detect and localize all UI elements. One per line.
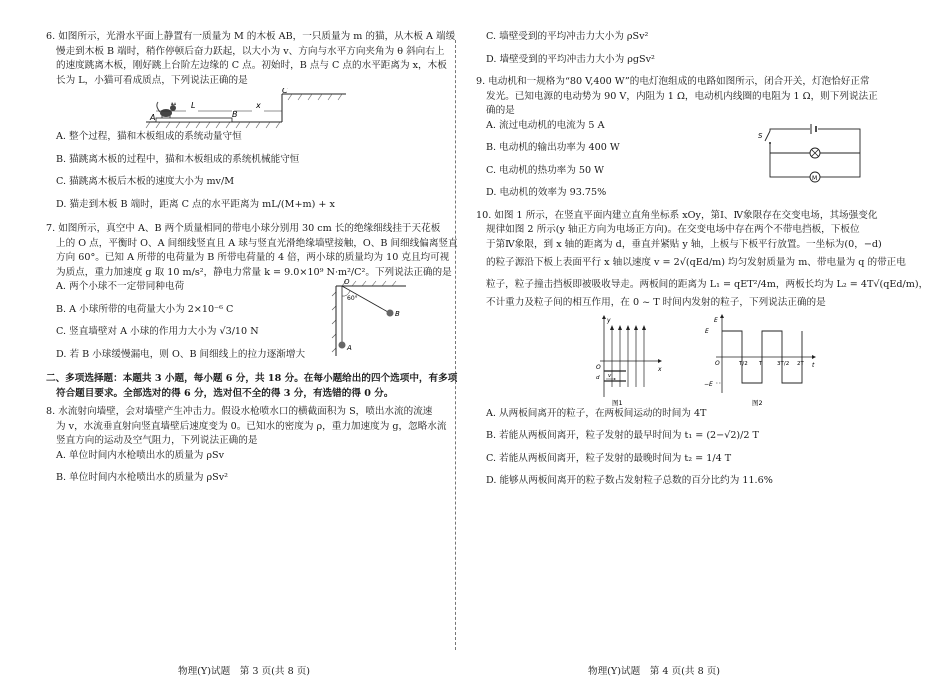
wooden-board bbox=[156, 118, 232, 122]
q10-stem-line: 的粒子源沿下板上表面平行 x 轴以速度 v = 2√(qEd/m) 均匀发射质量为 m、带电量为 q 的带正电 bbox=[486, 257, 906, 268]
q8-option-b: B. 单位时间内水枪喷出水的质量为 ρSv² bbox=[56, 472, 228, 483]
q8-option-c: C. 墙壁受到的平均冲击力大小为 ρSv² bbox=[486, 31, 649, 42]
tick-label: 3T/2 bbox=[777, 360, 790, 367]
q9-option-b: B. 电动机的输出功率为 400 W bbox=[486, 142, 620, 153]
label-B: B bbox=[395, 310, 400, 318]
page-footer-right: 物理(Y)试题 第 4 页(共 8 页) bbox=[588, 666, 721, 677]
question-9 bbox=[476, 75, 896, 201]
q10-stem-line: 粒子，粒子撞击挡板即被吸收导走。两板间的距离为 L₁ = qET²/4m，两板长均为 L₂ = 4T√(qEd/m)， bbox=[486, 279, 929, 290]
q10-figures bbox=[476, 311, 896, 407]
q10-stem-line: 10. 如图 1 所示，在竖直平面内建立直角坐标系 xOy，第Ⅰ、Ⅳ象限存在交变电场，其场强变化 bbox=[476, 209, 878, 221]
q6-option-d: D. 猫走到木板 B 端时，距离 C 点的水平距离为 mL/(M+m) + x bbox=[56, 198, 335, 210]
motor-label: M bbox=[812, 175, 818, 182]
q10-stem-line: 不计重力及粒子间的相互作用，在 0 ~ T 时间内发射的粒子，下列说法正确的是 bbox=[486, 297, 826, 308]
axis-E-label: E bbox=[714, 316, 718, 324]
neg-e-level-label: −E bbox=[704, 380, 713, 388]
label-A: A bbox=[347, 344, 352, 352]
switch-label: S bbox=[758, 132, 763, 140]
label-B: B bbox=[232, 110, 238, 119]
q6-stem-line: 6. 如图所示，光滑水平面上静置有一质量为 M 的木板 AB，一只质量为 m 的猫，从木板 A 端缓 bbox=[46, 31, 456, 42]
section-2-heading bbox=[46, 372, 458, 401]
origin-label: O bbox=[715, 359, 720, 367]
q10-option-b: B. 若能从两板间离开，粒子发射的最早时间为 t₁ = (2−√2)/2 T bbox=[486, 430, 759, 441]
label-x: x bbox=[256, 101, 261, 110]
origin-label: O bbox=[596, 363, 601, 371]
q8-stem-line: 竖直方向的运动及空气阻力，下列说法正确的是 bbox=[56, 435, 258, 446]
q6-option-a: A. 整个过程，猫和木板组成的系统动量守恒 bbox=[56, 131, 242, 142]
velocity-label: v bbox=[608, 372, 612, 379]
tick-label: 2T bbox=[797, 360, 804, 367]
tick-label: T/2 bbox=[739, 360, 748, 367]
q7-stem-line: 7. 如图所示，真空中 A、B 两个质量相同的带电小球分别用 30 cm 长的绝缘细线挂于天花板 bbox=[46, 223, 441, 234]
figure-1-caption: 图1 bbox=[612, 398, 623, 407]
q9-option-c: C. 电动机的热功率为 50 W bbox=[486, 164, 605, 176]
q10-stem-line: 于第Ⅳ象限，到 x 轴的距离为 d，垂直并紧贴 y 轴，上板与下板平行放置。一坐标为(0，−d) bbox=[486, 238, 882, 250]
sphere-b bbox=[387, 310, 394, 317]
q9-stem-line: 发光。已知电源的电动势为 90 V，内阻为 1 Ω，电动机内线圈的电阻为 1 Ω，则下列说法正 bbox=[486, 90, 878, 102]
charged-spheres-diagram bbox=[330, 278, 410, 358]
figure-1-coordinate-system bbox=[586, 313, 664, 407]
left-page bbox=[46, 30, 458, 486]
label-L: L bbox=[191, 101, 196, 110]
figure-2-caption: 图2 bbox=[752, 398, 763, 407]
sphere-a bbox=[339, 342, 346, 349]
axis-x-label: x bbox=[658, 365, 662, 373]
q9-stem-line: 9. 电动机和一规格为“80 V,400 W”的电灯泡组成的电路如图所示，闭合开关，灯泡恰好正常 bbox=[476, 76, 870, 87]
circuit-diagram bbox=[758, 123, 868, 183]
q7-option-d: D. 若 B 小球缓慢漏电，则 O、B 间细线上的拉力逐渐增大 bbox=[56, 348, 306, 360]
angle-label: 60° bbox=[347, 295, 358, 302]
section-2-line: 符合题目要求。全部选对的得 6 分，选对但不全的得 3 分，有选错的得 0 分。 bbox=[56, 387, 394, 399]
q7-option-b: B. A 小球所带的电荷量大小为 2×10⁻⁶ C bbox=[56, 303, 234, 315]
q7-stem-line: 为质点，重力加速度 g 取 10 m/s²，静电力常量 k = 9.0×10⁹ N·m²/C²。下列说法正确的是 bbox=[56, 266, 452, 278]
e-level-label: E bbox=[705, 327, 709, 335]
q6-figure bbox=[46, 88, 446, 130]
q10-option-a: A. 从两板间离开的粒子，在两板间运动的时间为 4T bbox=[486, 407, 707, 419]
cat-icon bbox=[157, 102, 176, 118]
axis-y-label: y bbox=[607, 316, 611, 324]
axis-t-label: t bbox=[812, 361, 815, 369]
tick-label: T bbox=[759, 360, 763, 367]
q6-stem-line: 的速度跳离木板，刚好跳上台阶左边缘的 C 点。初始时，B 点与 C 点的水平距离为 x，木板 bbox=[56, 60, 447, 71]
q8-stem-line: 为 v，水流垂直射向竖直墙壁后速度变为 0。已知水的密度为 ρ，重力加速度为 g，忽略水流 bbox=[56, 420, 447, 432]
label-A: A bbox=[150, 113, 156, 122]
q7-stem-line: 方向 60°。已知 A 所带的电荷量为 B 所带电荷量的 4 倍，两小球的质量均为 10 克且均可视 bbox=[56, 252, 450, 263]
section-2-line: 二、多项选择题：本题共 3 小题，每小题 6 分，共 18 分。在每小题给出的四个选项中，有多项 bbox=[46, 373, 458, 384]
q6-option-b: B. 猫跳离木板的过程中，猫和木板组成的系统机械能守恒 bbox=[56, 153, 300, 165]
page-footer-left: 物理(Y)试题 第 3 页(共 8 页) bbox=[178, 666, 311, 677]
q9-option-a: A. 流过电动机的电流为 5 A bbox=[486, 119, 605, 131]
q7-option-c: C. 竖直墙壁对 A 小球的作用力大小为 √3/10 N bbox=[56, 326, 259, 337]
label-C: C bbox=[282, 88, 288, 95]
question-8 bbox=[46, 405, 446, 486]
q6-stem-line: 慢走到木板 B 端时，稍作停顿后奋力跃起，以大小为 v、方向与水平方向夹角为 θ 斜向右上 bbox=[56, 45, 445, 57]
q10-stem-line: 规律如图 2 所示(y 轴正方向为电场正方向)。在交变电场中存在两个不带电挡板，下板位 bbox=[486, 224, 860, 235]
q7-option-a: A. 两个小球不一定带同种电荷 bbox=[56, 281, 185, 292]
q8-option-d: D. 墙壁受到的平均冲击力大小为 ρgSv² bbox=[486, 53, 655, 65]
right-page bbox=[476, 30, 929, 489]
q8-stem-line: 8. 水流射向墙壁，会对墙壁产生冲击力。假设水枪喷水口的横截面积为 S，喷出水流的流速 bbox=[46, 406, 433, 417]
page-divider bbox=[455, 40, 456, 650]
q8-option-a: A. 单位时间内水枪喷出水的质量为 ρSv bbox=[56, 449, 225, 461]
distance-label: d bbox=[596, 374, 600, 381]
q9-option-d: D. 电动机的效率为 93.75% bbox=[486, 187, 607, 198]
label-O: O bbox=[344, 278, 350, 286]
question-6 bbox=[46, 30, 456, 212]
question-7 bbox=[46, 222, 458, 362]
q9-stem-line: 确的是 bbox=[486, 105, 515, 116]
cat-board-diagram bbox=[46, 88, 446, 130]
q10-option-c: C. 若能从两板间离开，粒子发射的最晚时间为 t₂ = 1/4 T bbox=[486, 452, 732, 464]
q6-option-c: C. 猫跳离木板后木板的速度大小为 mv/M bbox=[56, 176, 235, 187]
q6-stem-line: 长为 L，小猫可看成质点，下列说法正确的是 bbox=[56, 74, 248, 86]
q10-option-d: D. 能够从两板间离开的粒子数占发射粒子总数的百分比约为 11.6% bbox=[486, 475, 773, 486]
question-10 bbox=[476, 209, 929, 489]
figure-2-field-graph bbox=[702, 313, 822, 407]
q7-stem-line: 上的 O 点，平衡时 O、A 间细线竖直且 A 球与竖直光滑绝缘墙壁接触，O、B 间细线偏离竖直 bbox=[56, 237, 458, 249]
